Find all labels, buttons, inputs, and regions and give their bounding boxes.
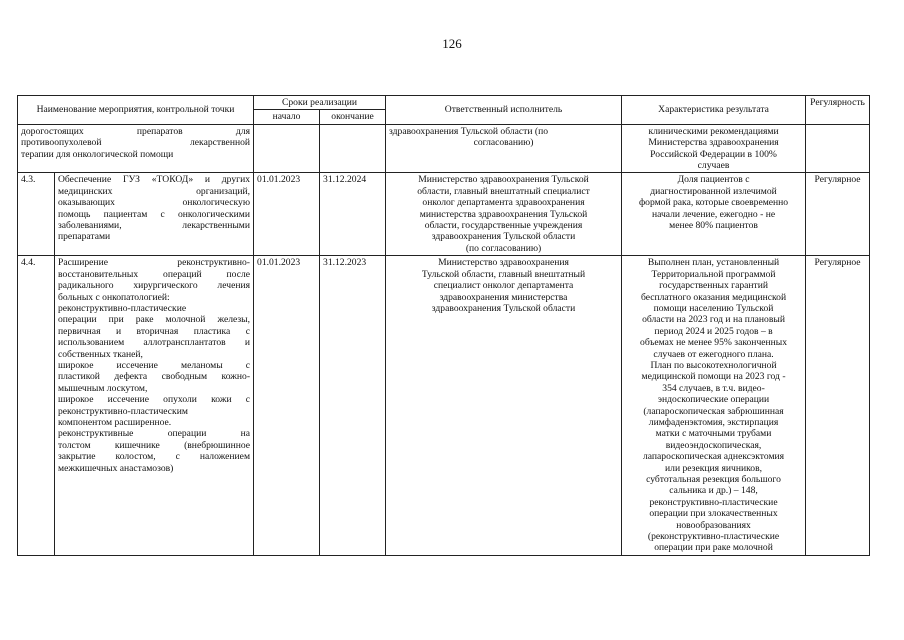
table-row — [18, 173, 870, 256]
text-line: или резекция яичников, — [665, 462, 763, 474]
text-line: медицинской помощи на 2023 год - — [641, 371, 786, 383]
text-line: начали лечение, ежегодно - не — [651, 208, 776, 220]
text-line: Расширение реконструктивно- — [58, 257, 251, 269]
text-line: помощь пациентам с онкологическими — [58, 208, 251, 220]
text-line: реконструктивные операции на — [58, 428, 251, 440]
text-line: менее 80% пациентов — [669, 220, 758, 232]
text-line: широкое иссечение меланомы с — [58, 359, 251, 371]
row-regularity: Регулярное — [806, 256, 870, 556]
text-line: операции при злокачественных — [649, 508, 778, 520]
header-result: Характеристика результата — [622, 96, 806, 125]
continued-name-cell — [18, 124, 254, 173]
text-line: государственных гарантий — [659, 280, 768, 292]
header-regularity: Регулярность — [806, 96, 870, 125]
row-number: 4.4. — [18, 256, 55, 556]
text-line: медицинских организаций, — [58, 185, 251, 197]
text-line: Тульской области, главный внештатный — [421, 268, 586, 280]
text-line: лапароскопическая аднексэктомия — [642, 451, 785, 463]
text-line: диагностированной излечимой — [650, 185, 777, 197]
header-end: окончание — [320, 110, 386, 124]
text-line: помощи населению Тульской — [653, 302, 774, 314]
text-line: новообразованиях — [676, 519, 751, 531]
text-line: эндоскопические операции — [657, 394, 770, 406]
text-line: матки с маточными трубами — [655, 428, 772, 440]
text-line: использованием аллотрансплантатов и — [58, 337, 251, 349]
text-line: случаев от ежегодного плана. — [653, 348, 774, 360]
text-line: первичная и вторичная пластика с — [58, 325, 251, 337]
continued-end-cell — [320, 124, 386, 173]
text-line: области, государственные учреждения — [424, 220, 583, 232]
text-line: формой рака, которые своевременно — [638, 197, 789, 209]
text-line: Обеспечение ГУЗ «ТОКОД» и других — [58, 174, 251, 186]
text-line: случаев — [697, 160, 730, 172]
text-line: операции при раке молочной — [654, 542, 773, 554]
row-end: 31.12.2023 — [320, 256, 386, 556]
continued-responsible-cell — [386, 124, 622, 173]
continued-regularity-cell — [806, 124, 870, 173]
text-line: реконструктивно-пластические — [649, 496, 778, 508]
row-name-cell — [55, 173, 254, 256]
text-line: Министерство здравоохранения Тульской — [418, 174, 589, 186]
row-end: 31.12.2024 — [320, 173, 386, 256]
table-row — [18, 256, 870, 556]
text-line: онколог департамента здравоохранения — [422, 197, 585, 209]
text-line: Российской Федерации в 100% — [650, 148, 777, 160]
text-line: препаратами — [58, 231, 111, 243]
text-line: терапии для онкологической помощи — [21, 148, 174, 160]
text-line: План по высокотехнологичной — [650, 359, 777, 371]
text-line: 354 случаев, в т.ч. видео- — [662, 382, 765, 394]
text-line: видеоэндоскопическая, — [665, 439, 762, 451]
text-line: заболеваниями, лекарственными — [58, 220, 251, 232]
text-line: здравоохранения министерства — [439, 291, 568, 303]
continued-result-cell — [622, 124, 806, 173]
text-line: клиническими рекомендациями — [648, 125, 779, 137]
text-line: больных с онкопатологией: — [58, 291, 170, 303]
page-number: 126 — [442, 36, 462, 51]
text-line: реконструктивно-пластические — [58, 302, 187, 314]
text-line: собственных тканей, — [58, 348, 143, 360]
text-line: период 2024 и 2025 годов – в — [654, 325, 773, 337]
plan-table — [17, 95, 870, 556]
text-line: восстановительных операций после — [58, 268, 251, 280]
header-name: Наименование мероприятия, контрольной точки — [18, 96, 254, 125]
row-start: 01.01.2023 — [254, 173, 320, 256]
header-responsible: Ответственный исполнитель — [386, 96, 622, 125]
row-result-cell — [622, 173, 806, 256]
text-line: лимфаденэктомия, экстирпация — [648, 416, 779, 428]
row-name-cell — [55, 256, 254, 556]
text-line: Министерства здравоохранения — [648, 137, 779, 149]
continued-row — [18, 124, 870, 173]
text-line: пластикой дефекта свободным кожно- — [58, 371, 251, 383]
text-line: бесплатного оказания медицинской — [640, 291, 787, 303]
text-line: области на 2023 год и на плановый — [642, 314, 785, 326]
text-line: области, главный внештатный специалист — [417, 185, 590, 197]
text-line: здравоохранения Тульской области — [431, 231, 576, 243]
header-row-1 — [18, 96, 870, 110]
row-regularity: Регулярное — [806, 173, 870, 256]
text-line: реконструктивно-пластическим — [58, 405, 188, 417]
text-line: здравоохранения Тульской области (по — [389, 125, 549, 137]
row-responsible-cell — [386, 173, 622, 256]
text-line: дорогостоящих препаратов для — [21, 125, 251, 137]
text-line: Министерство здравоохранения — [438, 257, 569, 269]
text-line: мышечным лоскутом, — [58, 382, 148, 394]
text-line: операции при раке молочной железы, — [58, 314, 251, 326]
text-line: широкое иссечение опухоли кожи с — [58, 394, 251, 406]
text-line: субтотальная резекция большого — [646, 474, 781, 485]
text-line: Территориальной программой — [651, 268, 776, 280]
text-line: объемах не менее 95% законченных — [640, 337, 788, 349]
row-number: 4.3. — [18, 173, 55, 256]
header-start: начало — [254, 110, 320, 124]
text-line: специалист онколог департамента — [433, 280, 574, 292]
text-line: (лапароскопическая забрюшинная — [643, 405, 784, 417]
row-start: 01.01.2023 — [254, 256, 320, 556]
text-line: противоопухолевой лекарственной — [21, 137, 251, 149]
header-terms: Сроки реализации — [254, 96, 386, 110]
text-line: министерства здравоохранения Тульской — [419, 208, 588, 220]
text-line: Выполнен план, установленный — [647, 257, 780, 269]
text-line: сальника и др.) – 148, — [669, 485, 758, 497]
text-line: толстом кишечнике (внебрюшинное — [58, 439, 251, 451]
text-line: оказывающих онкологическую — [58, 197, 251, 209]
text-line: компонентом расширенное. — [58, 416, 172, 428]
text-line: (реконструктивно-пластические — [647, 531, 780, 543]
row-responsible-cell — [386, 256, 622, 556]
text-line: межкишечных анастамозов) — [58, 462, 174, 474]
text-line: закрытие колостом, с наложением — [58, 451, 251, 463]
text-line: согласованию) — [473, 137, 534, 149]
text-line: Доля пациентов с — [677, 174, 750, 186]
row-result-cell — [622, 256, 806, 556]
text-line: радикального хирургического лечения — [58, 280, 251, 292]
continued-start-cell — [254, 124, 320, 173]
text-line: здравоохранения Тульской области — [431, 302, 576, 314]
text-line: (по согласованию) — [465, 242, 542, 254]
